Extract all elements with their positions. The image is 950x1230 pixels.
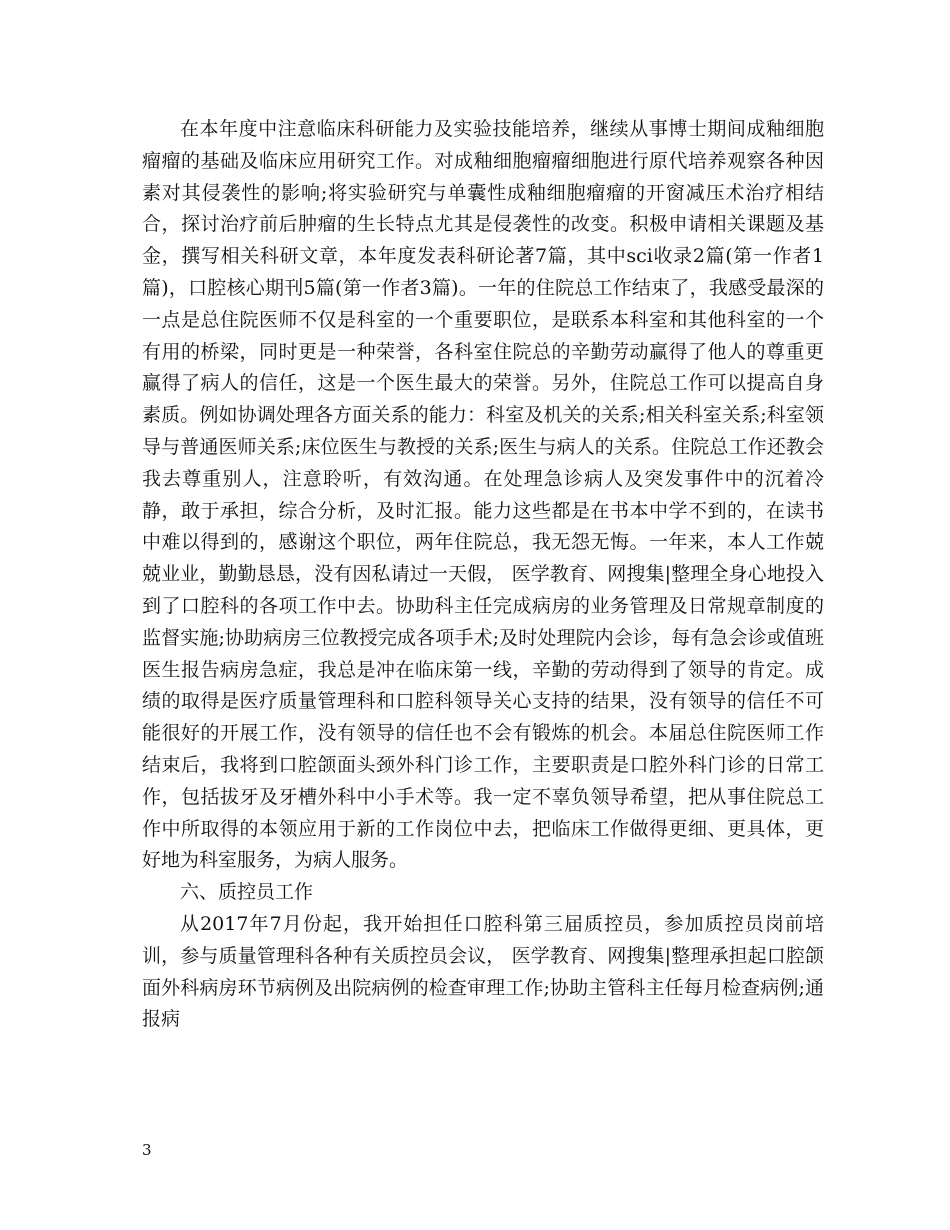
document-body [142,114,824,1036]
paragraph-quality-control: 从2017年7月份起，我开始担任口腔科第三届质控员，参加质控员岗前培训，参与质量管理科各种有关质控员会议， 医学教育、网搜集|整理承担起口腔颌面外科病房环节病例及出院病例的检查审理工作;协助主管科主任每月检查病例;通报病 [142,912,824,1031]
page-number: 3 [142,1141,152,1159]
paragraph-research-and-chief-resident: 在本年度中注意临床科研能力及实验技能培养，继续从事博士期间成釉细胞瘤瘤的基础及临床应用研究工作。对成釉细胞瘤瘤细胞进行原代培养观察各种因素对其侵袭性的影响;将实验研究与单囊性成釉细胞瘤瘤的开窗减压术治疗相结合，探讨治疗前后肿瘤的生长特点尤其是侵袭性的改变。积极申请相关课题及基金，撰写相关科研文章，本年度发表科研论著7篇，其中sci收录2篇(第一作者1篇)，口腔核心期刊5篇(第一作者3篇)。一年的住院总工作结束了，我感受最深的一点是总住院医师不仅是科室的一个重要职位，是联系本科室和其他科室的一个有用的桥梁，同时更是一种荣誉，各科室住院总的辛勤劳动赢得了他人的尊重更赢得了病人的信任，这是一个医生最大的荣誉。另外，住院总工作可以提高自身素质。例如协调处理各方面关系的能力：科室及机关的关系;相关科室关系;科室领导与普通医师关系;床位医生与教授的关系;医生与病人的关系。住院总工作还教会我去尊重别人，注意聆听，有效沟通。在处理急诊病人及突发事件中的沉着冷静，敢于承担，综合分析，及时汇报。能力这些都是在书本中学不到的，在读书中难以得到的，感谢这个职位，两年住院总，我无怨无悔。一年来，本人工作兢兢业业，勤勤恳恳，没有因私请过一天假， 医学教育、网搜集|整理全身心地投入到了口腔科的各项工作中去。协助科主任完成病房的业务管理及日常规章制度的监督实施;协助病房三位教授完成各项手术;及时处理院内会诊，每有急会诊或值班医生报告病房急症，我总是冲在临床第一线，辛勤的劳动得到了领导的肯定。成绩的取得是医疗质量管理科和口腔科领导关心支持的结果，没有领导的信任不可能很好的开展工作，没有领导的信任也不会有锻炼的机会。本届总住院医师工作结束后，我将到口腔颌面头颈外科门诊工作，主要职责是口腔外科门诊的日常工作，包括拔牙及牙槽外科中小手术等。我一定不辜负领导希望，把从事住院总工作中所取得的本领应用于新的工作岗位中去，把临床工作做得更细、更具体，更好地为科室服务，为病人服务。 [142,118,824,872]
section-heading-quality-control: 六、质控员工作 [180,881,314,904]
